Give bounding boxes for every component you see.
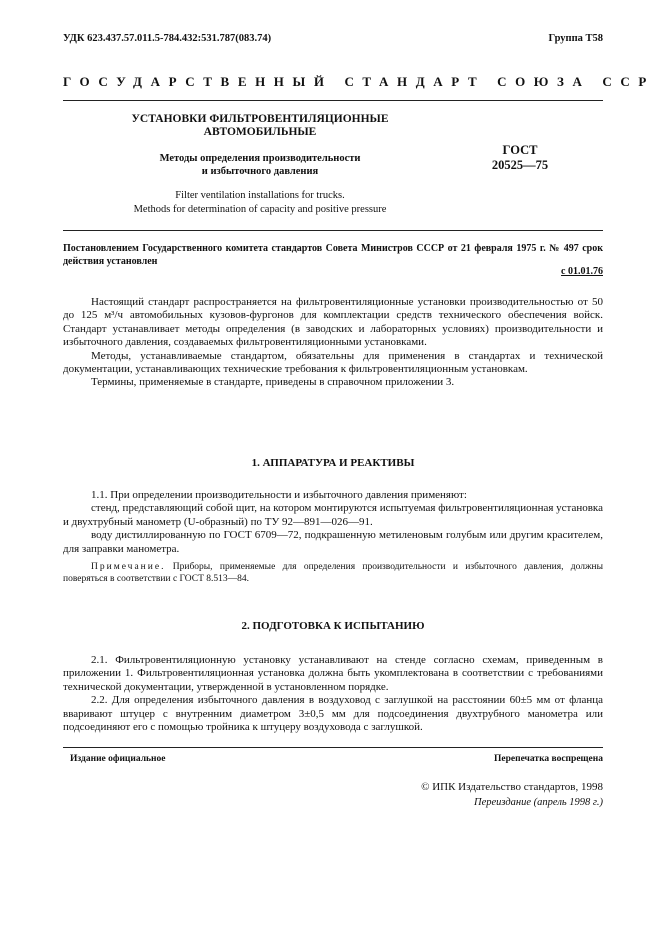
section-1-body bbox=[63, 489, 603, 556]
english-title bbox=[100, 189, 420, 217]
section-2-body bbox=[63, 654, 603, 734]
english-title-line-2: Methods for determination of capacity and positive pressure bbox=[133, 204, 387, 215]
intro-section bbox=[63, 296, 603, 390]
gost-code: 20525—75 bbox=[491, 158, 549, 172]
title-line-2: АВТОМОБИЛЬНЫЕ bbox=[203, 126, 317, 138]
official-edition-label: Издание официальное bbox=[70, 754, 166, 764]
section-1-paragraph-3: воду дистиллированную по ГОСТ 6709—72, подкрашенную метиленовым голубым или другим красителем, для заправки манометра. bbox=[63, 529, 603, 555]
state-standard-heading: ГОСУДАРСТВЕННЫЙ СТАНДАРТ СОЮЗА ССР bbox=[63, 74, 655, 89]
section-1-paragraph-2: стенд, представляющий собой щит, на котором монтируются испытуемая фильтровентиляционная установка и двухтрубный манометр (U-образный) по ТУ 92—891—026—91. bbox=[63, 502, 603, 528]
gost-number bbox=[470, 143, 570, 173]
reprint-notice: Перепечатка воспрещена bbox=[493, 754, 603, 764]
title-line-1: УСТАНОВКИ ФИЛЬТРОВЕНТИЛЯЦИОННЫЕ bbox=[131, 113, 389, 125]
decree-text: Постановлением Государственного комитета стандартов Совета Министров СССР от 21 февраля 1975 г. № 497 срок действия установлен bbox=[63, 243, 603, 267]
effective-date: с 01.01.76 bbox=[561, 266, 603, 277]
copyright-text: © ИПК Издательство стандартов, 1998 bbox=[421, 781, 603, 793]
reissue-text: Переиздание (апрель 1998 г.) bbox=[474, 797, 603, 808]
document-title bbox=[110, 113, 410, 139]
subtitle-line-2: и избыточного давления bbox=[201, 166, 319, 177]
section-1-heading: 1. АППАРАТУРА И РЕАКТИВЫ bbox=[251, 457, 415, 469]
header-divider bbox=[63, 100, 603, 101]
section-2-heading: 2. ПОДГОТОВКА К ИСПЫТАНИЮ bbox=[241, 620, 425, 632]
section-1-paragraph-1: 1.1. При определении производительности и избыточного давления применяют: bbox=[91, 489, 467, 501]
section-2-paragraph-1: 2.1. Фильтровентиляционную установку устанавливают на стенде согласно схемам, приведенным в приложении 1. Фильтровентиляционная установка должна быть укомплектована в соответствии с требованиями технической документации, утвержденной в установленном порядке. bbox=[63, 654, 603, 693]
intro-paragraph-3: Термины, применяемые в стандарте, приведены в справочном приложении 3. bbox=[91, 376, 455, 389]
group-code: Группа Т58 bbox=[548, 33, 603, 44]
copyright-block bbox=[421, 780, 603, 810]
title-divider bbox=[63, 230, 603, 231]
note-text: Приборы, применяемые для определения производительности и избыточного давления, должны поверяться в соответствии с ГОСТ 8.513—84. bbox=[63, 562, 603, 584]
note-label: Примечание. bbox=[91, 562, 166, 572]
gost-label: ГОСТ bbox=[502, 143, 538, 157]
intro-paragraph-1: Настоящий стандарт распространяется на фильтровентиляционные установки производительностью от 50 до 125 м³/ч автомобильных кузовов-фургонов для комплектации средств технического обеспечения войск. Стандарт устанавливает методы определения (в заводских и лабораторных условиях) производительности и избыточного давления, создаваемых фильтровентиляционными установками. bbox=[63, 296, 603, 349]
footer-divider bbox=[63, 747, 603, 748]
subtitle-line-1: Методы определения производительности bbox=[159, 153, 361, 164]
document-subtitle bbox=[110, 152, 410, 178]
udk-code: УДК 623.437.57.011.5-784.432:531.787(083.74) bbox=[63, 33, 272, 44]
section-2-paragraph-2: 2.2. Для определения избыточного давления в воздуховод с заглушкой на расстоянии 60±5 мм от фланца вваривают штуцер с внутренним диаметром 3±0,5 мм для подсоединения двухтрубного манометра или подсоединяют его с помощью тройника к штуцеру воздуховода с заглушкой. bbox=[63, 694, 603, 734]
section-1-note bbox=[63, 561, 603, 585]
intro-paragraph-2: Методы, устанавливаемые стандартом, обязательны для применения в стандартах и технической документации, устанавливающих технические требования к фильтровентиляционным установкам. bbox=[63, 349, 603, 376]
english-title-line-1: Filter ventilation installations for trucks. bbox=[175, 190, 345, 201]
